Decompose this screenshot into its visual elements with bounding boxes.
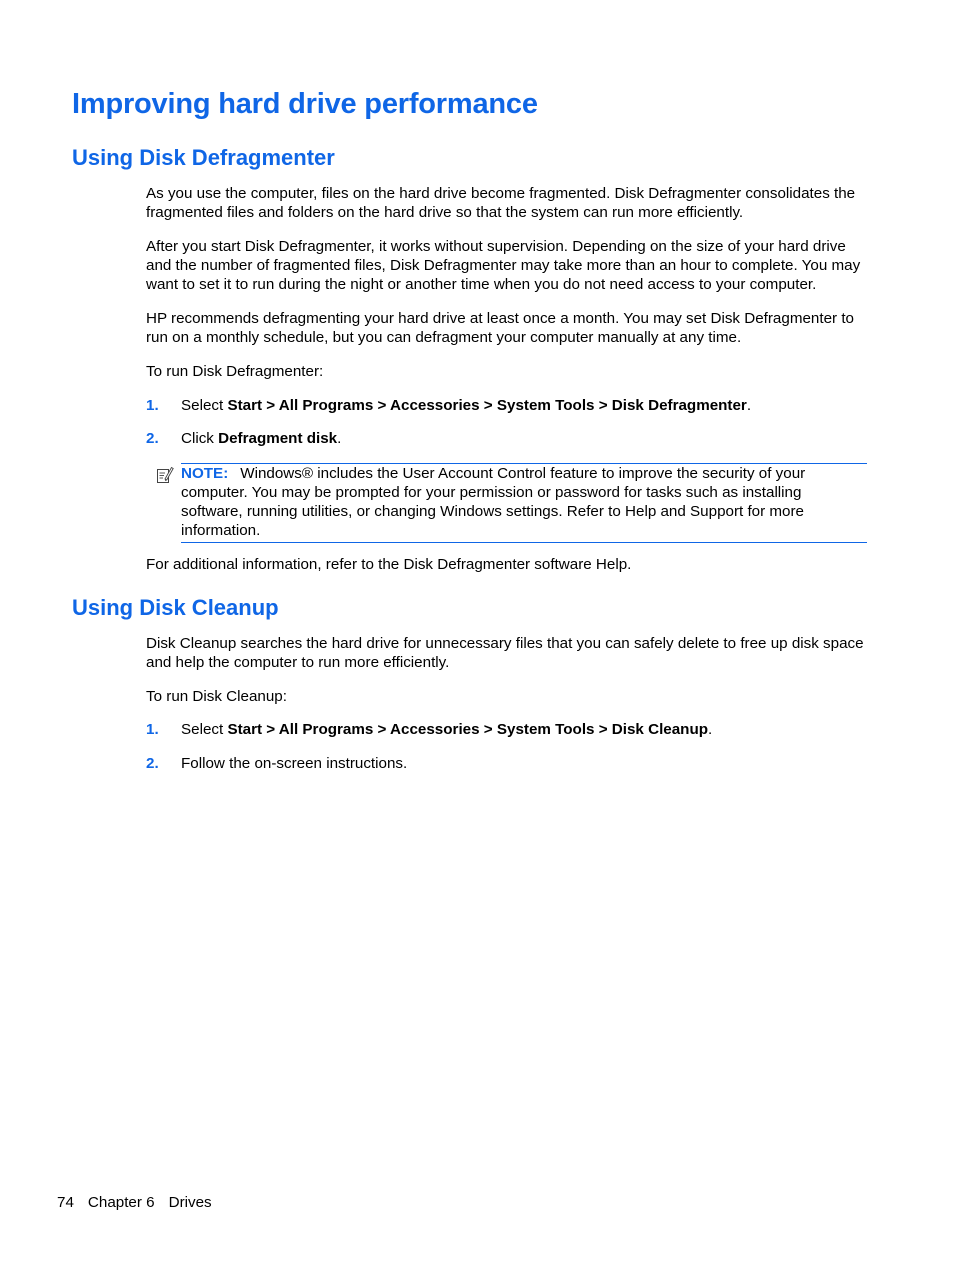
section-heading-disk-cleanup: Using Disk Cleanup (72, 595, 279, 620)
defrag-intro: To run Disk Defragmenter: (146, 363, 324, 380)
chapter-label: Chapter 6 (87, 1194, 155, 1211)
section-heading-disk-defragmenter: Using Disk Defragmenter (72, 145, 335, 170)
menu-path: Start > All Programs > Accessories > System Tools > Disk Cleanup (227, 721, 709, 738)
note-text (181, 464, 867, 540)
note-body: Windows® includes the User Account Control feature to improve the security of your computer. You may be prompted for your permission or password for tasks such as installing software, running utilities, or changing Windows settings. Refer to Help and Support for more information. (181, 465, 806, 539)
menu-path: Start > All Programs > Accessories > System Tools > Disk Defragmenter (227, 397, 747, 414)
page-number: 74 (57, 1194, 74, 1211)
defrag-additional-info: For additional information, refer to the Disk Defragmenter software Help. (146, 556, 632, 573)
step-text: Select Start > All Programs > Accessories > System Tools > Disk Cleanup. (181, 721, 713, 738)
defrag-paragraph-2: After you start Disk Defragmenter, it works without supervision. Depending on the size of your hard drive and the number of fragmented files, Disk Defragmenter may take more than an hour to complete. You may want to set it to run during the night or another time when you do not need access to your computer. (146, 238, 861, 293)
note-label: NOTE: (181, 465, 229, 482)
page-footer (57, 1193, 212, 1212)
step-number: 2. (146, 430, 159, 447)
cleanup-intro: To run Disk Cleanup: (146, 688, 287, 705)
step-text: Select Start > All Programs > Accessories > System Tools > Disk Defragmenter. (181, 397, 752, 414)
step-number: 1. (146, 397, 159, 414)
button-name: Defragment disk (218, 430, 338, 447)
step-text: Follow the on-screen instructions. (181, 755, 408, 772)
cleanup-paragraph-1: Disk Cleanup searches the hard drive for unnecessary files that you can safely delete to free up disk space and help the computer to run more efficiently. (146, 635, 864, 671)
step-number: 1. (146, 721, 159, 738)
defrag-paragraph-1: As you use the computer, files on the hard drive become fragmented. Disk Defragmenter consolidates the fragmented files and folders on the hard drive so that the system can run more efficiently. (146, 185, 856, 221)
step-text: Click Defragment disk. (181, 430, 342, 447)
chapter-title: Drives (168, 1194, 212, 1211)
step-number: 2. (146, 755, 159, 772)
note-pencil-icon (156, 466, 174, 484)
page-title: Improving hard drive performance (72, 88, 538, 120)
defrag-paragraph-3: HP recommends defragmenting your hard drive at least once a month. You may set Disk Defragmenter to run on a monthly schedule, but you can defragment your computer manually at any time. (146, 310, 854, 346)
